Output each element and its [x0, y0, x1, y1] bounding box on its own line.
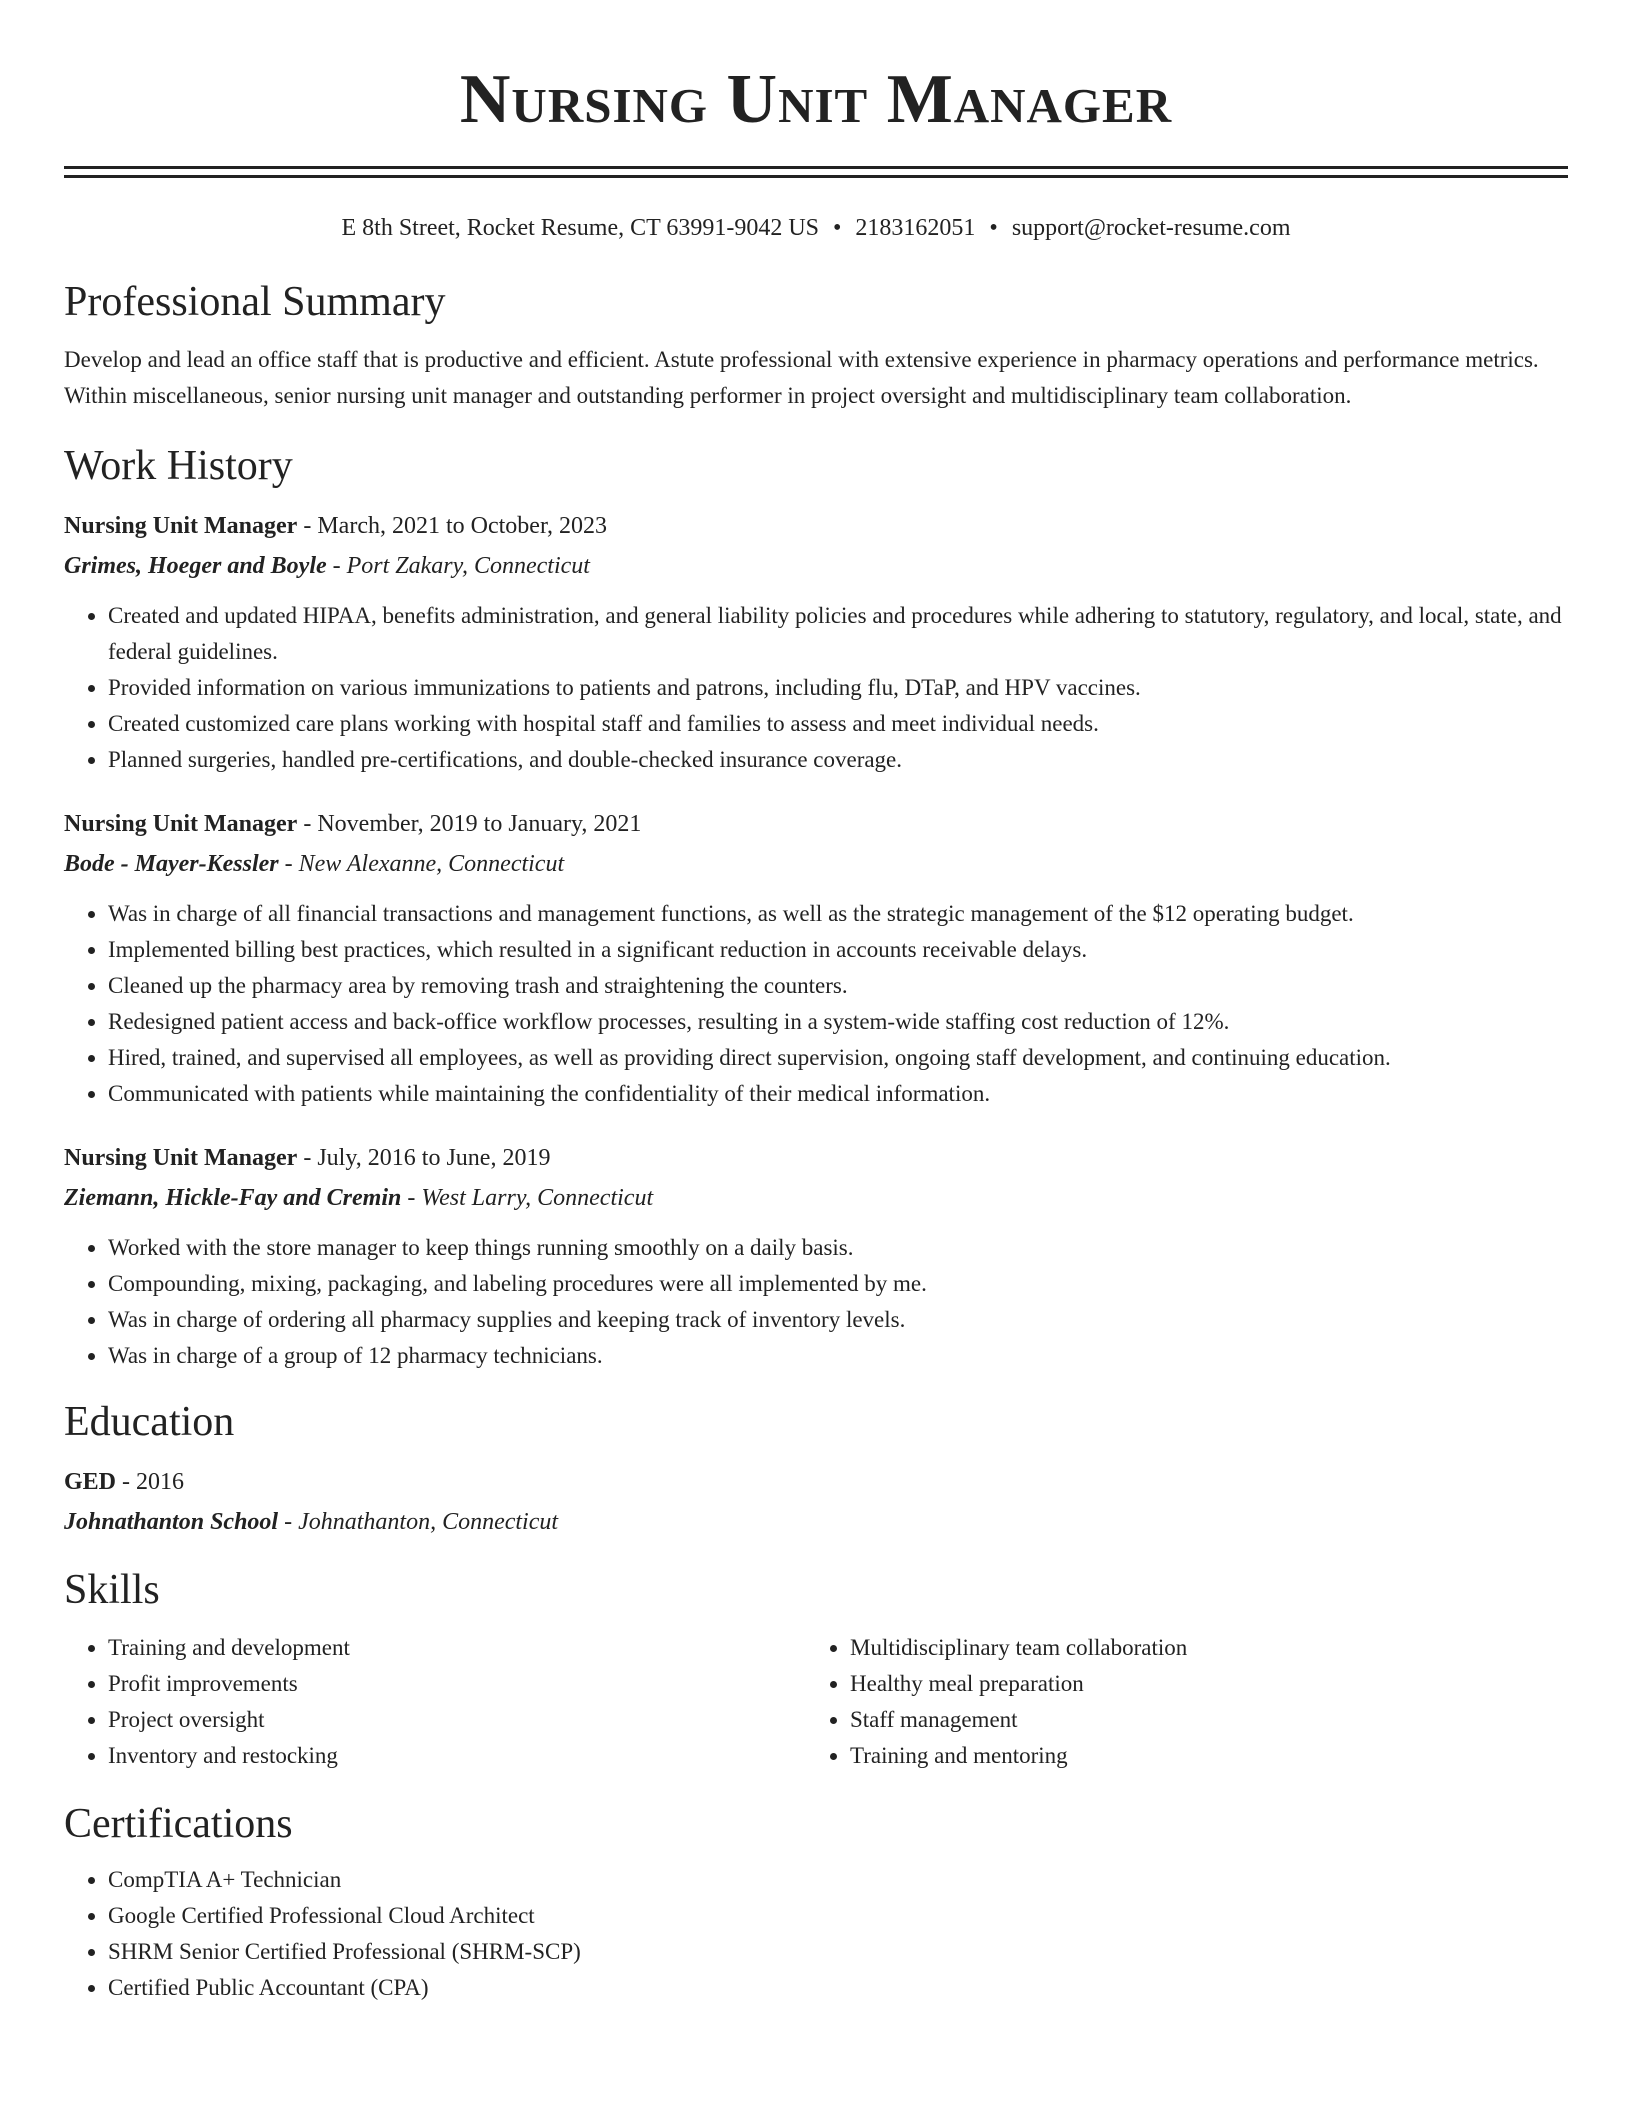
job-bullet: • Hired, trained, and supervised all employees, as well as providing direct supervision, ongoing staff development, and continuing education.	[108, 1040, 1568, 1076]
contact-address: E 8th Street, Rocket Resume, CT 63991-9042 US	[341, 215, 819, 241]
job-bullet: • Implemented billing best practices, which resulted in a significant reduction in accounts receivable delays.	[108, 932, 1568, 968]
education-degree-line	[64, 1462, 1568, 1502]
contact-phone: 2183162051	[855, 215, 976, 241]
skill-item: • Project oversight	[108, 1702, 806, 1738]
certifications-heading: Certifications	[64, 1801, 293, 1847]
job-bullet: • Created and updated HIPAA, benefits administration, and general liability policies and procedures while adhering to statutory, regulatory, and local, state, and federal guidelines.	[108, 598, 1568, 670]
education-location: - Johnathanton, Connecticut	[278, 1509, 559, 1535]
job-bullet: • Was in charge of a group of 12 pharmacy technicians.	[108, 1338, 1568, 1374]
education-year: - 2016	[116, 1469, 185, 1495]
contact-separator: •	[833, 215, 842, 241]
education-heading: Education	[64, 1399, 235, 1445]
resume-name: Nursing Unit Manager	[459, 61, 1173, 138]
skills-column-right	[806, 1630, 1568, 1774]
job-company-line	[64, 844, 1568, 884]
certification-item: • SHRM Senior Certified Professional (SHRM-SCP)	[108, 1934, 1568, 1970]
education-school-line	[64, 1502, 1568, 1542]
job-dates: - July, 2016 to June, 2019	[297, 1145, 551, 1171]
certification-item: • Google Certified Professional Cloud Architect	[108, 1898, 1568, 1934]
summary-text: Develop and lead an office staff that is productive and efficient. Astute professional with extensive experience in pharmacy operations and performance metrics. Within miscellaneous, senior nursing unit manager and outstanding performer in project oversight and multidisciplinary team collaboration.	[64, 347, 1539, 408]
job-title-line	[64, 506, 1568, 546]
contact-email: support@rocket-resume.com	[1011, 215, 1291, 241]
certifications-list	[64, 1862, 1568, 2006]
header-rule-bottom	[64, 175, 1568, 178]
certification-item: • CompTIA A+ Technician	[108, 1862, 1568, 1898]
work-history-heading: Work History	[64, 443, 293, 489]
job-entry	[64, 804, 1568, 1112]
skill-item: • Inventory and restocking	[108, 1738, 806, 1774]
certification-item: • Certified Public Accountant (CPA)	[108, 1970, 1568, 2006]
job-bullet: • Worked with the store manager to keep things running smoothly on a daily basis.	[108, 1230, 1568, 1266]
skill-item: • Healthy meal preparation	[850, 1666, 1568, 1702]
skills-column-left	[64, 1630, 806, 1774]
job-location: - New Alexanne, Connecticut	[278, 851, 565, 877]
job-bullet: • Planned surgeries, handled pre-certifications, and double-checked insurance coverage.	[108, 742, 1568, 778]
job-bullet: • Was in charge of ordering all pharmacy supplies and keeping track of inventory levels.	[108, 1302, 1568, 1338]
contact-separator: •	[989, 215, 998, 241]
job-bullets	[64, 896, 1568, 1112]
job-dates: - March, 2021 to October, 2023	[297, 513, 607, 539]
job-bullet: • Communicated with patients while maintaining the confidentiality of their medical information.	[108, 1076, 1568, 1112]
job-bullet: • Redesigned patient access and back-office workflow processes, resulting in a system-wide staffing cost reduction of 12%.	[108, 1004, 1568, 1040]
header-rule-top	[64, 166, 1568, 169]
summary-heading: Professional Summary	[64, 279, 446, 325]
job-bullets	[64, 1230, 1568, 1374]
skills-heading: Skills	[64, 1567, 160, 1613]
job-title: Nursing Unit Manager	[64, 513, 298, 539]
education-school: Johnathanton School	[64, 1509, 279, 1535]
job-title-line	[64, 1138, 1568, 1178]
education-entry	[64, 1462, 1568, 1542]
skill-item: • Training and development	[108, 1630, 806, 1666]
job-entry	[64, 1138, 1568, 1374]
job-bullet: • Created customized care plans working with hospital staff and families to assess and meet individual needs.	[108, 706, 1568, 742]
job-bullets	[64, 598, 1568, 778]
job-title-line	[64, 804, 1568, 844]
skill-item: • Staff management	[850, 1702, 1568, 1738]
job-title: Nursing Unit Manager	[64, 811, 298, 837]
job-company: Ziemann, Hickle-Fay and Cremin	[64, 1185, 402, 1211]
job-bullet: • Was in charge of all financial transactions and management functions, as well as the strategic management of the $12 operating budget.	[108, 896, 1568, 932]
job-dates: - November, 2019 to January, 2021	[297, 811, 642, 837]
skill-item: • Training and mentoring	[850, 1738, 1568, 1774]
job-company-line	[64, 546, 1568, 586]
job-title: Nursing Unit Manager	[64, 1145, 298, 1171]
job-location: - Port Zakary, Connecticut	[326, 553, 590, 579]
skill-item: • Profit improvements	[108, 1666, 806, 1702]
resume-page	[64, 0, 1568, 2006]
job-entry	[64, 506, 1568, 778]
job-bullet: • Provided information on various immunizations to patients and patrons, including flu, DTaP, and HPV vaccines.	[108, 670, 1568, 706]
contact-line	[64, 212, 1568, 244]
education-degree: GED	[64, 1469, 117, 1495]
job-location: - West Larry, Connecticut	[401, 1185, 654, 1211]
job-company: Grimes, Hoeger and Boyle	[64, 553, 327, 579]
job-company-line	[64, 1178, 1568, 1218]
skill-item: • Multidisciplinary team collaboration	[850, 1630, 1568, 1666]
job-company: Bode - Mayer-Kessler	[64, 851, 279, 877]
job-bullet: • Cleaned up the pharmacy area by removing trash and straightening the counters.	[108, 968, 1568, 1004]
skills-grid	[64, 1630, 1568, 1774]
job-bullet: • Compounding, mixing, packaging, and labeling procedures were all implemented by me.	[108, 1266, 1568, 1302]
